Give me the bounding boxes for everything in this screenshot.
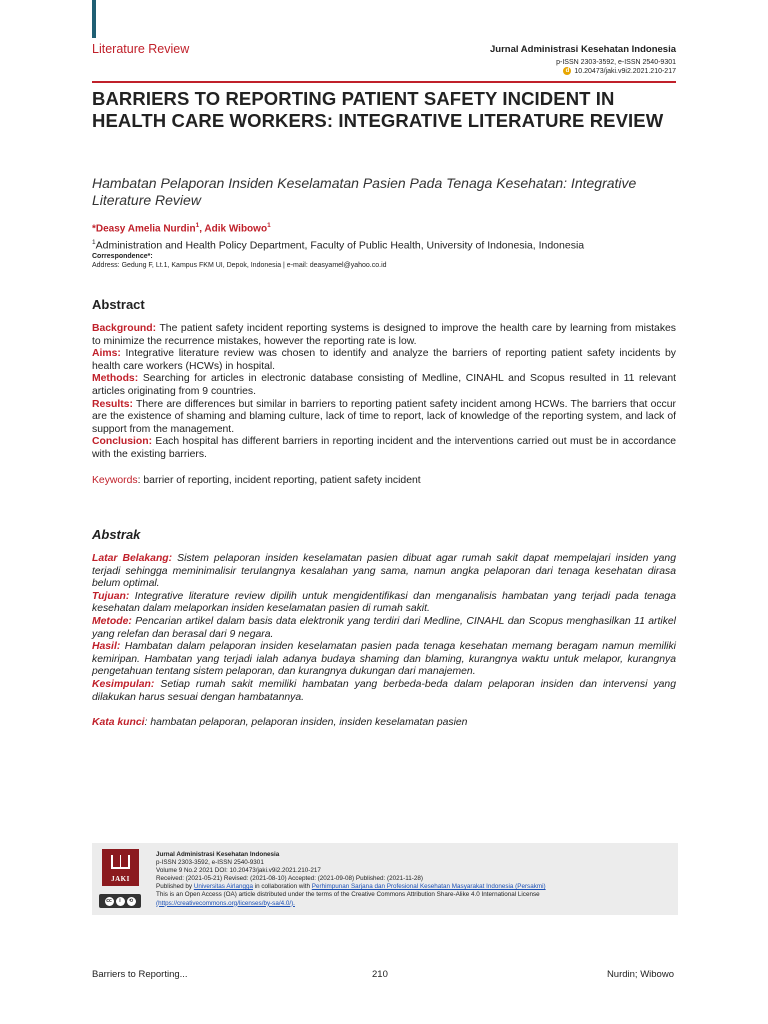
keywords-label: Keywords bbox=[92, 475, 138, 486]
article-title: BARRIERS TO REPORTING PATIENT SAFETY INCIDENT IN HEALTH CARE WORKERS: INTEGRATIVE LITERATURE REVIEW bbox=[92, 88, 664, 131]
collaborator-link[interactable]: Perhimpunan Sarjana dan Profesional Kesehatan Masyarakat Indonesia (Persakmi) bbox=[311, 883, 546, 891]
kata-kunci-label: Kata kunci bbox=[92, 717, 145, 728]
abstract-label: Aims: bbox=[92, 348, 121, 360]
abstract-background bbox=[92, 323, 676, 348]
abstract-text: There are differences but similar in barriers to reporting patient safety incident among HCWs. The barriers that occur are the existence of shaming and blaming culture, lack of time to report, lack of knowledge of the reporting system, and lack of support from the management. bbox=[92, 398, 676, 435]
jaki-logo bbox=[102, 849, 139, 886]
abstract-label: Background: bbox=[92, 323, 157, 334]
publication-info-text bbox=[156, 851, 546, 908]
abstract-text: Each hospital has different barriers in reporting incident and the interventions carried out must be in accordance with the existing barriers. bbox=[92, 436, 676, 460]
abstract-aims bbox=[92, 348, 676, 373]
author-sup: 1 bbox=[195, 222, 200, 229]
abstrak-body bbox=[92, 553, 676, 704]
license-link[interactable]: (https://creativecommons.org/licenses/by-sa/4.0/). bbox=[156, 899, 295, 907]
info-dates: Received: (2021-05-21) Revised: (2021-08-10) Accepted: (2021-09-08) Published: (2021-11-28) bbox=[156, 875, 423, 883]
abstrak-label: Kesimpulan: bbox=[92, 678, 155, 690]
abstrak-hasil bbox=[92, 641, 676, 679]
abstrak-text: Sistem pelaporan insiden keselamatan pasien dibuat agar rumah sakit dapat mempelajari insiden yang terjadi sehingga meminimalisir terulangnya kesalahan yang sama, namun angka pelaporan dari tenaga kesehatan dirasa belum optimal. bbox=[92, 553, 676, 590]
header-accent-bar bbox=[92, 0, 96, 38]
author-name: *Deasy Amelia Nurdin bbox=[92, 223, 196, 235]
abstract-label: Conclusion: bbox=[92, 436, 153, 448]
affiliation-text: Administration and Health Policy Department, Faculty of Public Health, University of Indonesia, Indonesia bbox=[95, 239, 585, 252]
section-label: Literature Review bbox=[92, 42, 190, 56]
doi-text[interactable]: 10.20473/jaki.v9i2.2021.210-217 bbox=[574, 67, 676, 75]
abstrak-text: Hambatan dalam pelaporan insiden keselamatan pasien pada tenaga kesehatan memang beragam namun memiliki kemiripan. Hambatan yang terjadi ialah adanya budaya shaming dan blaming, kurangnya waktu untuk melapor, kurangnya pengetahuan tentang sistem pelaporan, dan kurangnya dukungan dari manajemen. bbox=[92, 641, 676, 678]
abstrak-text: Setiap rumah sakit memiliki hambatan yang berbeda-beda dalam pelaporan insiden dan intervensi yang dilakukan harus sesuai dengan hambatannya. bbox=[92, 678, 676, 703]
abstract-label: Results: bbox=[92, 398, 133, 410]
abstrak-tujuan bbox=[92, 591, 676, 616]
abstract-text: The patient safety incident reporting systems is designed to improve the health care by learning from mistakes to minimize the recurrence mistakes, however the reporting rate is low. bbox=[92, 323, 676, 347]
abstract-conclusion bbox=[92, 436, 676, 461]
abstract-body bbox=[92, 323, 676, 462]
sa-icon: ⟲ bbox=[127, 897, 136, 906]
abstract-text: Searching for articles in electronic database consisting of Medline, CINAHL and Scopus resulted in 11 relevant articles originating from 9 countries. bbox=[92, 373, 676, 397]
cc-license-badge[interactable] bbox=[99, 894, 141, 908]
cc-icon: cc bbox=[106, 897, 112, 904]
info-journal-name: Jurnal Administrasi Kesehatan Indonesia bbox=[156, 851, 280, 858]
kata-kunci-text: : hambatan pelaporan, pelaporan insiden, insiden keselamatan pasien bbox=[144, 717, 468, 728]
keywords bbox=[92, 475, 421, 486]
footer-authors: Nurdin; Wibowo bbox=[606, 969, 674, 980]
affiliation-sup: 1 bbox=[92, 239, 96, 246]
abstrak-label: Metode: bbox=[92, 615, 132, 627]
logo-text: JAKI bbox=[111, 875, 130, 883]
info-issn: p-ISSN 2303-3592, e-ISSN 2540-9301 bbox=[156, 859, 264, 867]
affiliation bbox=[92, 239, 584, 252]
info-volume: Volume 9 No.2 2021 DOI: 10.20473/jaki.v9i2.2021.210-217 bbox=[156, 867, 321, 875]
journal-doi[interactable] bbox=[490, 67, 676, 75]
abstrak-label: Hasil: bbox=[92, 641, 121, 653]
author-list bbox=[92, 222, 271, 234]
footer-page-number: 210 bbox=[372, 969, 388, 980]
abstrak-latar bbox=[92, 553, 676, 591]
info-text: Published by bbox=[156, 883, 194, 891]
journal-issn: p-ISSN 2303-3592, e-ISSN 2540-9301 bbox=[556, 59, 676, 66]
author-separator: , bbox=[199, 223, 205, 235]
abstrak-label: Latar Belakang: bbox=[92, 553, 173, 564]
abstract-methods bbox=[92, 373, 676, 398]
doi-icon: d bbox=[563, 67, 571, 75]
info-publisher bbox=[156, 883, 546, 891]
author-name: Adik Wibowo bbox=[204, 223, 268, 235]
book-icon bbox=[111, 855, 130, 869]
abstrak-heading: Abstrak bbox=[92, 527, 141, 542]
journal-name: Jurnal Administrasi Kesehatan Indonesia bbox=[489, 44, 676, 55]
by-icon: i bbox=[116, 897, 125, 906]
abstrak-metode bbox=[92, 616, 676, 641]
keywords-text: : barrier of reporting, incident reporting, patient safety incident bbox=[137, 475, 421, 486]
correspondence-address: Address: Gedung F, Lt.1, Kampus FKM UI, Depok, Indonesia | e-mail: deasyamel@yahoo.co.id bbox=[92, 262, 387, 269]
kata-kunci bbox=[92, 717, 467, 728]
header-divider bbox=[92, 81, 676, 83]
abstrak-text: Pencarian artikel dalam basis data elektronik yang terdiri dari Medline, CINAHL dan Scopus menghasilkan 11 artikel yang relefan dan berasal dari 9 negara. bbox=[92, 615, 676, 640]
abstrak-label: Tujuan: bbox=[92, 590, 130, 602]
article-subtitle: Hambatan Pelaporan Insiden Keselamatan Pasien Pada Tenaga Kesehatan: Integrative Literature Review bbox=[92, 175, 637, 208]
journal-header bbox=[490, 44, 676, 75]
abstract-text: Integrative literature review was chosen to identify and analyze the barriers of reporting patient safety incidents by health care workers (HCWs) in hospital. bbox=[92, 348, 676, 372]
info-text: in collaboration with bbox=[252, 883, 312, 891]
abstract-label: Methods: bbox=[92, 373, 139, 385]
abstract-heading: Abstract bbox=[92, 297, 145, 312]
author-sup: 1 bbox=[267, 222, 271, 229]
abstract-results bbox=[92, 399, 676, 437]
abstrak-text: Integrative literature review dipilih untuk mengidentifikasi dan menganalisis hambatan yang terjadi pada tenaga kesehatan dalam melaporkan insiden keselamatan pasien di rumah sakit. bbox=[92, 590, 676, 615]
publication-info-box bbox=[92, 843, 678, 915]
abstrak-kesimpulan bbox=[92, 679, 676, 704]
publisher-link[interactable]: Universitas Airlangga bbox=[193, 883, 253, 891]
footer-running-title: Barriers to Reporting... bbox=[92, 969, 188, 980]
correspondence-label: Correspondence*: bbox=[92, 253, 153, 260]
info-license: This is an Open Access (OA) article distributed under the terms of the Creative Commons Attribution Share-Alike 4.0 International License bbox=[156, 891, 540, 899]
